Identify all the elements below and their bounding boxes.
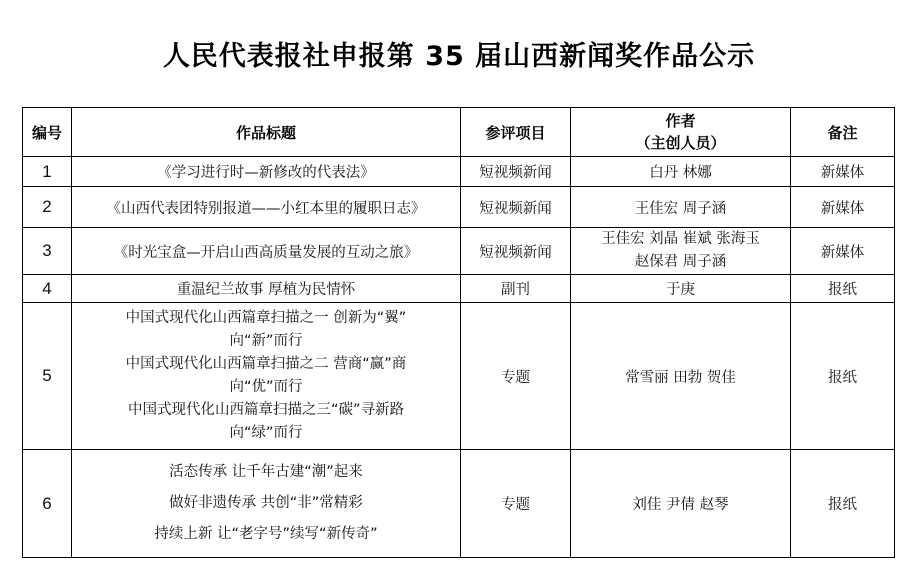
row-index: 1 (23, 157, 72, 187)
row-authors: 王佳宏 周子涵 (571, 187, 791, 228)
title-line: 中国式现代化山西篇章扫描之一 创新为“翼” (125, 310, 407, 326)
row-title: 《时光宝盒—开启山西高质量发展的互动之旅》 (72, 228, 461, 275)
row-category: 短视频新闻 (461, 157, 571, 187)
row-index: 5 (23, 303, 72, 450)
title-line: 向“绿”而行 (229, 425, 303, 441)
row-category: 短视频新闻 (461, 228, 571, 275)
table-row (23, 187, 895, 228)
author-line: 王佳宏 刘晶 崔斌 张海玉 (601, 231, 760, 247)
row-note: 新媒体 (791, 187, 895, 228)
header-work-title: 作品标题 (72, 108, 461, 157)
header-author (571, 108, 791, 157)
header-author-line1: 作者 (665, 112, 696, 130)
row-index: 3 (23, 228, 72, 275)
table-row (23, 303, 895, 450)
title-line: 向“优”而行 (229, 379, 303, 395)
row-title: 《山西代表团特别报道——小红本里的履职日志》 (72, 187, 461, 228)
title-line: 向“新”而行 (229, 333, 303, 349)
title-line: 中国式现代化山西篇章扫描之二 营商“赢”商 (125, 356, 407, 372)
row-note: 新媒体 (791, 157, 895, 187)
title-line: 活态传承 让千年古建“潮”起来 (169, 464, 363, 480)
header-note: 备注 (791, 108, 895, 157)
row-category: 短视频新闻 (461, 187, 571, 228)
row-title (72, 303, 461, 450)
table-row (23, 275, 895, 303)
row-category: 专题 (461, 303, 571, 450)
table-row (23, 157, 895, 187)
header-category: 参评项目 (461, 108, 571, 157)
header-author-line2: （主创人员） (635, 134, 726, 152)
row-category: 副刊 (461, 275, 571, 303)
title-line: 做好非遗传承 共创“非”常精彩 (169, 495, 363, 511)
title-line: 持续上新 让“老字号”续写“新传奇” (154, 526, 378, 542)
row-index: 2 (23, 187, 72, 228)
row-authors: 刘佳 尹倩 赵琴 (571, 450, 791, 558)
row-note: 报纸 (791, 275, 895, 303)
row-authors: 于庚 (571, 275, 791, 303)
author-line: 赵保君 周子涵 (634, 254, 727, 270)
row-authors: 白丹 林娜 (571, 157, 791, 187)
row-note: 报纸 (791, 303, 895, 450)
row-title (72, 450, 461, 558)
page-title: 人民代表报社申报第 35 届山西新闻奖作品公示 (162, 41, 756, 72)
row-note: 报纸 (791, 450, 895, 558)
row-authors (571, 228, 791, 275)
title-line: 中国式现代化山西篇章扫描之三“碳”寻新路 (127, 402, 405, 418)
row-index: 6 (23, 450, 72, 558)
row-authors: 常雪丽 田勃 贺佳 (571, 303, 791, 450)
row-title: 《学习进行时—新修改的代表法》 (72, 157, 461, 187)
row-note: 新媒体 (791, 228, 895, 275)
row-title: 重温纪兰故事 厚植为民情怀 (72, 275, 461, 303)
table-row (23, 450, 895, 558)
table-row (23, 228, 895, 275)
row-category: 专题 (461, 450, 571, 558)
works-table (22, 107, 895, 558)
header-row (23, 108, 895, 157)
row-index: 4 (23, 275, 72, 303)
header-index: 编号 (23, 108, 72, 157)
